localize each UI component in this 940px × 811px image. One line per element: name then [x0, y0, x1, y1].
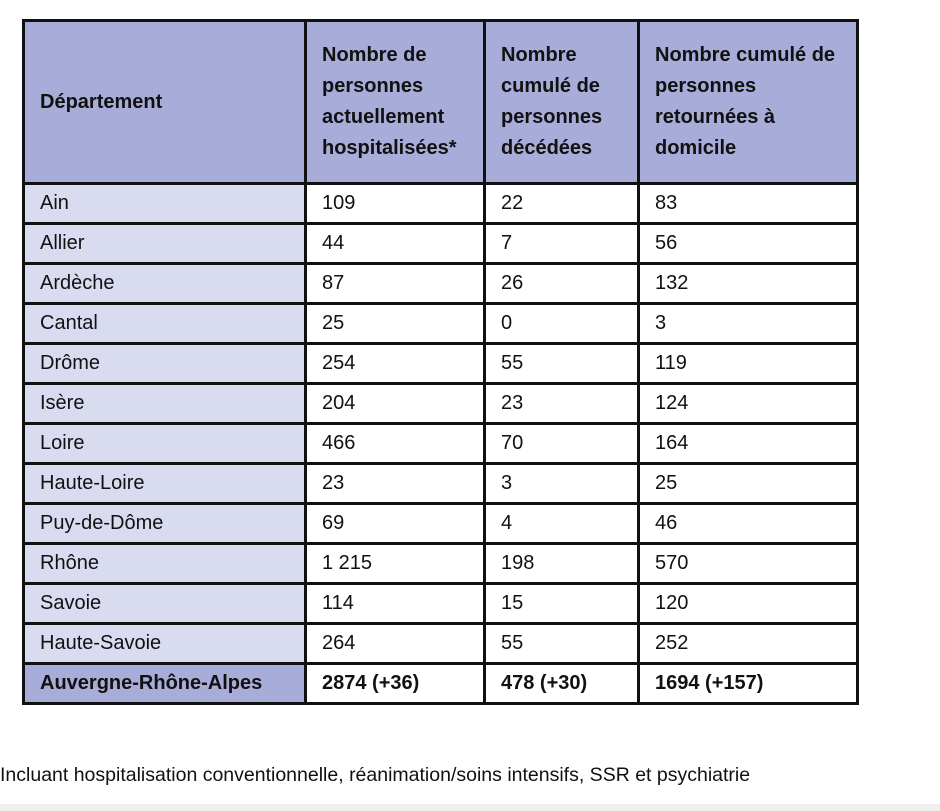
- departement-cell: Puy-de-Dôme: [24, 504, 306, 544]
- hospitalised-cell: 109: [306, 184, 485, 224]
- returned-home-cell: 164: [639, 424, 858, 464]
- table-row: [24, 504, 858, 544]
- departement-cell: Ain: [24, 184, 306, 224]
- table-row: [24, 264, 858, 304]
- hospitalised-cell: 23: [306, 464, 485, 504]
- total-hospitalised-cell: 2874 (+36): [306, 664, 485, 704]
- hospitalised-cell: 44: [306, 224, 485, 264]
- hospitalised-cell: 264: [306, 624, 485, 664]
- table-row: [24, 424, 858, 464]
- header-hospitalised: Nombre de personnes actuellement hospitalisées*: [306, 21, 485, 184]
- deceased-cell: 7: [485, 224, 639, 264]
- table-row: [24, 584, 858, 624]
- departement-cell: Cantal: [24, 304, 306, 344]
- footnote: Incluant hospitalisation conventionnelle, réanimation/soins intensifs, SSR et psychiatrie: [0, 764, 751, 786]
- hospital-data-table: [22, 19, 859, 705]
- table-footer: [24, 664, 858, 704]
- deceased-cell: 55: [485, 344, 639, 384]
- returned-home-cell: 119: [639, 344, 858, 384]
- table-row: [24, 304, 858, 344]
- hospitalised-cell: 1 215: [306, 544, 485, 584]
- deceased-cell: 22: [485, 184, 639, 224]
- departement-cell: Isère: [24, 384, 306, 424]
- table-body: [24, 184, 858, 664]
- table-row: [24, 544, 858, 584]
- table-row: [24, 344, 858, 384]
- total-row: [24, 664, 858, 704]
- deceased-cell: 3: [485, 464, 639, 504]
- hospitalised-cell: 466: [306, 424, 485, 464]
- hospitalised-cell: 204: [306, 384, 485, 424]
- departement-cell: Allier: [24, 224, 306, 264]
- deceased-cell: 198: [485, 544, 639, 584]
- header-deceased: Nombre cumulé de personnes décédées: [485, 21, 639, 184]
- departement-cell: Drôme: [24, 344, 306, 384]
- returned-home-cell: 46: [639, 504, 858, 544]
- total-deceased-cell: 478 (+30): [485, 664, 639, 704]
- page-bottom-band: [0, 804, 940, 811]
- hospitalised-cell: 69: [306, 504, 485, 544]
- hospitalised-cell: 114: [306, 584, 485, 624]
- departement-cell: Haute-Loire: [24, 464, 306, 504]
- table-header: [24, 21, 858, 184]
- header-departement: Département: [24, 21, 306, 184]
- total-returned-home-cell: 1694 (+157): [639, 664, 858, 704]
- total-region-cell: Auvergne-Rhône-Alpes: [24, 664, 306, 704]
- departement-cell: Loire: [24, 424, 306, 464]
- returned-home-cell: 120: [639, 584, 858, 624]
- departement-cell: Ardèche: [24, 264, 306, 304]
- hospitalised-cell: 25: [306, 304, 485, 344]
- deceased-cell: 0: [485, 304, 639, 344]
- returned-home-cell: 252: [639, 624, 858, 664]
- hospitalised-cell: 254: [306, 344, 485, 384]
- deceased-cell: 23: [485, 384, 639, 424]
- departement-cell: Savoie: [24, 584, 306, 624]
- returned-home-cell: 570: [639, 544, 858, 584]
- departement-cell: Rhône: [24, 544, 306, 584]
- returned-home-cell: 56: [639, 224, 858, 264]
- returned-home-cell: 25: [639, 464, 858, 504]
- deceased-cell: 70: [485, 424, 639, 464]
- table-row: [24, 464, 858, 504]
- deceased-cell: 26: [485, 264, 639, 304]
- table-row: [24, 224, 858, 264]
- returned-home-cell: 124: [639, 384, 858, 424]
- deceased-cell: 55: [485, 624, 639, 664]
- hospitalised-cell: 87: [306, 264, 485, 304]
- deceased-cell: 15: [485, 584, 639, 624]
- departement-cell: Haute-Savoie: [24, 624, 306, 664]
- table-row: [24, 384, 858, 424]
- returned-home-cell: 3: [639, 304, 858, 344]
- table-row: [24, 624, 858, 664]
- table-row: [24, 184, 858, 224]
- returned-home-cell: 132: [639, 264, 858, 304]
- returned-home-cell: 83: [639, 184, 858, 224]
- deceased-cell: 4: [485, 504, 639, 544]
- header-row: [24, 21, 858, 184]
- header-returned-home: Nombre cumulé de personnes retournées à domicile: [639, 21, 858, 184]
